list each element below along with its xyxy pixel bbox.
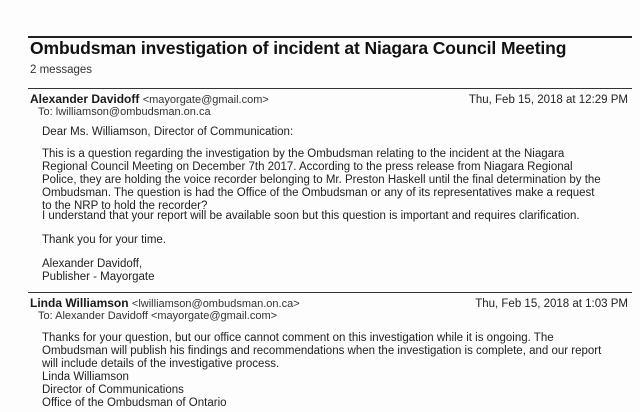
- message-1-paragraph-2: I understand that your report will be available soon but this question is important and requires clarification.: [42, 210, 580, 222]
- recipient-email[interactable]: Alexander Davidoff <mayorgate@gmail.com>: [55, 310, 278, 322]
- signature-title: Publisher - Mayorgate: [42, 271, 155, 283]
- to-label: To:: [38, 310, 53, 322]
- signature-title: Director of Communications: [42, 384, 184, 396]
- recipient-email[interactable]: lwilliamson@ombudsman.on.ca: [55, 106, 211, 118]
- signature-name: Alexander Davidoff,: [42, 258, 143, 270]
- message-1-signature: [42, 258, 602, 284]
- message-1-paragraph-1: This is a question regarding the investigation by the Ombudsman relating to the incident at the Niagara Regional Council Meeting on December 7th 2017. According to the press release from Niagara Regional Police, they are holding the voice recorder belonging to Mr. Preston Haskell until the final determination by the Ombudsman. The question is had the Office of the Ombudsman or any of its representatives make a request to the NRP to hold the recorder?: [42, 148, 601, 212]
- sender-email[interactable]: <lwilliamson@ombudsman.on.ca>: [131, 298, 300, 310]
- thread-subject: Ombudsman investigation of incident at Niagara Council Meeting: [30, 38, 567, 58]
- message-1-greeting: Dear Ms. Williamson, Director of Communication:: [42, 126, 294, 138]
- message-divider: [28, 88, 632, 89]
- message-2-signature: [42, 371, 602, 410]
- message-1-date: Thu, Feb 15, 2018 at 12:29 PM: [468, 94, 628, 106]
- message-2-date: Thu, Feb 15, 2018 at 1:03 PM: [475, 298, 628, 310]
- message-2-recipient: [38, 310, 277, 322]
- sender-name: Alexander Davidoff: [30, 92, 140, 106]
- message-divider: [28, 292, 632, 293]
- sender-email[interactable]: <mayorgate@gmail.com>: [142, 94, 269, 106]
- sender-name: Linda Williamson: [30, 296, 129, 310]
- message-2-from: [30, 296, 300, 310]
- to-label: To:: [38, 106, 53, 118]
- signature-name: Linda Williamson: [42, 371, 129, 383]
- message-2-paragraph-1: Thanks for your question, but our office cannot comment on this investigation while it is ongoing. The Ombudsman will publish his findings and recommendations when the investigation is complete, and our report will include details of the investigative process.: [42, 332, 602, 370]
- message-count: 2 messages: [30, 64, 93, 76]
- signature-org: Office of the Ombudsman of Ontario: [42, 397, 227, 409]
- message-1-closing: Thank you for your time.: [42, 234, 166, 246]
- message-1-from: [30, 92, 269, 106]
- message-1-recipient: [38, 106, 211, 118]
